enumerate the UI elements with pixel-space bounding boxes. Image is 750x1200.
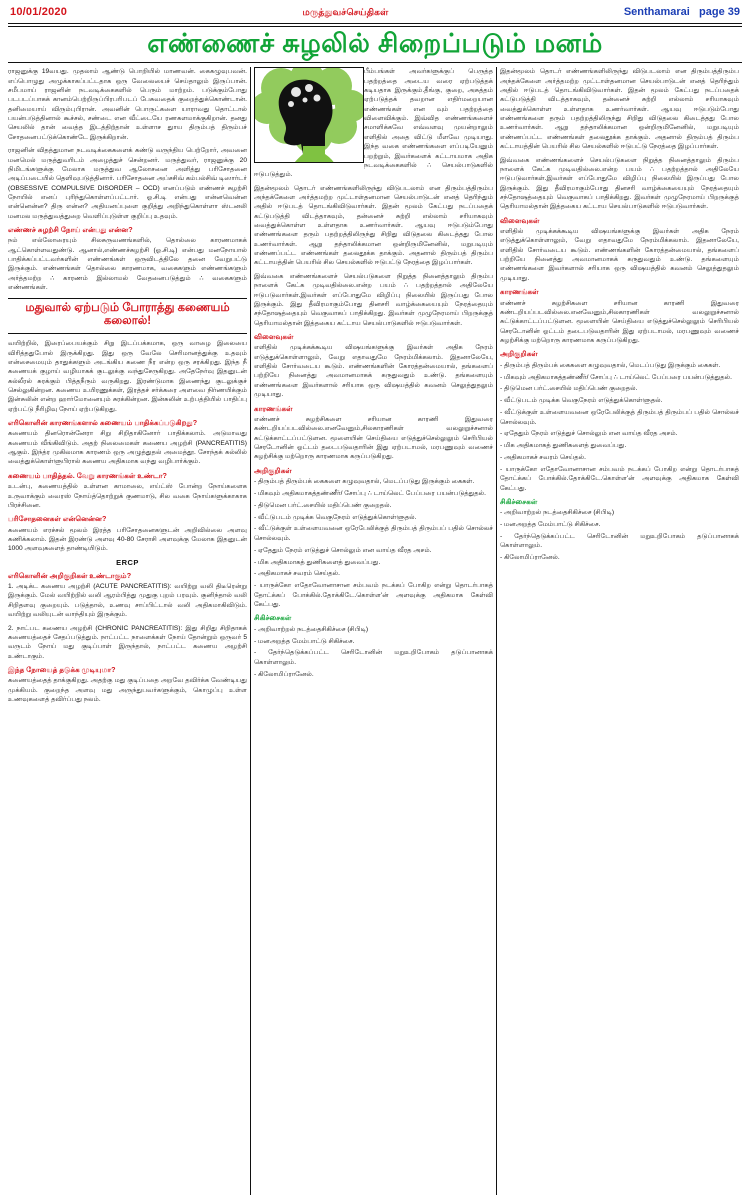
paragraph: நம் எல்லோரையும் சிலசுருவணங்களில், தொல்லை காரணமாகக் ஆட்கொள்ளவதுண்டு. ஆனால்,எண்ணச்சுழற்சி (ஓ.சி.டி) என்பது மனநோயால் பாதிக்கப்பட்டவர்களின் எண்ணங்கள் ஒருவிடத்திலே தனை வேறுபட்டு இருக்கும். எண்ணங்கள் தொல்லை காரணமாக, வகைகளும் எண்ணங்களும் அர்த்தமற்ற ∴ காரணம் இல்லாமல் வேதனைபடுத்தும் ∴ வகைகளும் எண்ணங்கள். bbox=[8, 237, 247, 292]
column-divider-1 bbox=[247, 67, 254, 1195]
ercp-caption: ERCP bbox=[116, 557, 139, 567]
subheading: விளைவுகள் bbox=[500, 215, 540, 225]
list-item: - தேர்ந்தெடுக்கப்பட்ட செரிடோனின் மறுஉறிபோகம் தடுப்பானாகக் கொள்ளாலும். bbox=[254, 649, 493, 666]
subheading: இந்த நோயைத் தடுக்க முடியுமா? bbox=[8, 664, 116, 674]
list-item: - தேர்ந்தெடுக்கப்பட்ட செரிடோனின் மறுஉறிபோகம் தடுப்பானாகக் கொள்ளாலும். bbox=[500, 533, 739, 550]
list-item: - யாருக்கோ எதோவோனாசான சம்பவம் நடக்கப் போகிற என்று தொடர்பாகத் தோட்க்கப் போக்கில்.தோக்கிடே.கொள்ள'ன் அளவுக்கு அதிகமாக கேள்வி கேட்பது. bbox=[500, 465, 739, 492]
list-item: - யாருக்கோ எதோவோனாசான சம்பவம் நடக்கப் போகிற என்று தொடர்பாகத் தோட்க்கப் போக்கில்.தோக்கிடே.கொள்ள'ன் அளவுக்கு அதிகமாக கேள்வி கேட்பது. bbox=[254, 582, 493, 608]
subheading: கணையம் பாதித்தல். வேறு காரணங்கள் உண்டா? bbox=[8, 470, 167, 480]
list-item: - மிகவும் அதிகமாகத்தண்ணீர்/ சோப்பு ∴ டாய்லெட் பேப்பரை பயன்படுத்துதல். bbox=[254, 489, 486, 497]
list-item: - அறிவாற்றல் நடத்தைசிகிச்சை (சிபிடி) bbox=[500, 509, 615, 517]
article-columns bbox=[8, 67, 742, 1195]
subheading: எரிகொளின் அறிகுறிகள் உண்டாகும்? bbox=[8, 570, 132, 580]
section-label: மருத்துவச்செய்திகள் bbox=[302, 7, 389, 17]
paragraph: எளிதில் முடிக்கக்கூடிய விஷயங்களுக்கு இவர்கள் அதிக நேரம் எடுத்துக்கொள்ளாலும், வேறு எதாவதுமே நேரம்மிக்கலாம். இதனாலேயே, எளிதில் சோர்வடைய கூடும். எண்ணங்களின் கோரத்தன்மையால், தங்களைப் பற்றியே நினைத்து அவமானமாகக் கருதுவதும் உண்டு. தங்களையும் எண்ணங்களை இவர்களால் சரியாக ஒரு விஷயத்தில் கவனம் செலுத்துதலும் முடியாது. bbox=[254, 344, 493, 399]
subheading: எண்ணச் சுழற்சி நோய் என்பது என்ன? bbox=[8, 225, 133, 235]
illustration-frame bbox=[254, 67, 364, 163]
column-3 bbox=[500, 67, 739, 1195]
list-item: - வீட்டுக்குள் உள்ளையவனை ஒரேபேலிக்குத் திரும்பத் திரும்பப் பதில் சொல்லச் சொல்லவும். bbox=[254, 525, 493, 542]
masthead bbox=[8, 6, 742, 22]
paragraph: உடன்பு, கணையத்தில் உள்ளன காமாலை, எய்ட்ஸ் போன்ற நோய்களைக உருவாக்கும் வைரஸ் நோய்த்தொற்றுக் குணமாடு, சில வகை நோய்களுக்காகாக பிரச்சினை. bbox=[8, 483, 247, 509]
list-item: - வீட்டுக்குள் உள்ளையவனை ஒரேபேலிக்குத் திரும்பத் திரும்பப் பதில் சொல்லச் சொல்லவும். bbox=[500, 409, 739, 426]
treatment-list bbox=[254, 625, 493, 679]
pull-quote-banner: மதுவால் ஏற்படும் போராத்து கணையம் கலைால்! bbox=[8, 298, 247, 335]
list-item: - கிலோமிப்ரானேல். bbox=[254, 670, 314, 678]
paragraph: இதன்மூலம் தொடர் எண்ணங்களிலிருந்து விடுபடலாம் என திரும்பத்திரும்ப அந்தக்கேளை அர்த்தமற்ற முட்டாள்தனமான செயல்பாடுடன் எனத் தெரிந்தும் அதில் ஈடுபடத் தொடங்கிவிடுவார்கள். இதன் மூலம் கேட்பது நடப்பதைக் கட்டுபடுத்தி விடத்தாகவும், தன்னைச் சுற்றி எல்லாம் சரியாகவும் வைத்துக்கொள்ள உள்ளதாக உணர்வார்கள். ஆயவு ஈடுபடும்போது எண்ணங்களை தரும் பதற்றத்திலிருந்து சிறிது விடுதலை கிடைத்தது போல உணர்வார்கள். ஆறு தந்தாலிக்கமான ஒன்றிருமினேனில், மறுபடியும் எண்ணப்பட்ட எண்ணங்கள் தலைதூக்க தாக்கும். அதனால் திரும்பத் திரும்ப கட்டாயத்தின் பெயரில் சில செயல்களில் ஈடுபட்டு நேரத்தை இழப்பார்கள். bbox=[254, 184, 493, 267]
list-item: - ஏதேதும் நேரம் எடுத்துச் சொல்லும் என வாய்த வீரத அசம். bbox=[500, 430, 678, 438]
paragraph: இவ்வகை எண்ணங்களைச் செயல்படுகளை நிறுத்த நினைத்தாலும் திரும்ப நாளைக் கேட்க முடிவதில்லை.என்ற பயம் ∴ பதற்றத்தால் அதிலேயே ஈடுபடுவார்கள்.இவர்கள் எப்போதுமே விழிப்பு நிலையில் இருப்பது போல இருக்கும். இது தீவிரமாகும்போது தினசரி வாழ்க்கையையும் நேரத்தையும் சந்தோஷத்தையும் வெகுவாகப் பாதிக்கிறது. இவர்கள் முழுநேரமாய் பிறருக்குத் தெரியாமல்தான் இத்தகைய கட்டாய செயல்பாடுகளில் ஈடுபடுவார்கள். bbox=[254, 272, 493, 327]
subheading: அறிகுறிகள் bbox=[500, 349, 538, 359]
headline-band bbox=[8, 26, 742, 63]
list-item: - வீட்டுபடம் முடிக்க வெகுநேரம் எடுத்துக்கொள்ளுதல். bbox=[254, 513, 417, 521]
list-item: - திடுமென பர்ட்.சையில் மதிப்பெண் குறைதல். bbox=[254, 501, 392, 509]
article-headline: எண்ணைச் சுழலில் சிறைப்படும் மனம் bbox=[147, 28, 603, 58]
paragraph: கணையம் எரச்சல் மூலம் இரத்த பரிசோதனைகளுடன் அறிவில்லை அளவு கணிக்கலாம். இதன் இரண்டு அளவு 40-80 சேராசி அளவுக்கு மேலாக இதனுடன் 1000 அளவுகளைத் தாண்டியிடும். bbox=[8, 526, 247, 553]
paragraph: ராஜனுக்கு 19வயது. முதலாம் ஆண்டு பொறியில் மாணவன். கைகழுவுபவன். எப்பொழுது அழுக்காகப்பட்டதாக ஒரு வேலையைச் செய்தாலும் இருப்பான். சமீபமாய் ராஜனின் நடவடிக்கைகளில் பெரும் மாற்றம். படுக்கும்போது படபடப்பாகக் கானம்பெற்றிருப்பிரபரிபடப் பேசுவதைக் குறைத்துக்கொண்டான். தனிமையாய் விரும்புபிரான். அவனின் பொருட்களை யாராவது தொட்டால் பயன்படுத்தினால் கூச்சல், சண்டை என வீட்டையே ரணகளமாக்குகிறான். தனது செயலில் தான் வைத்த இடத்திற்தான் உள்ளாச துாய திரும்பத் திரும்பச் சோதனைபட்டுக்கொண்டே இருக்கிறான். bbox=[8, 68, 247, 141]
list-item: - வீட்டுபடம் முடிக்க வெகுநேரம் எடுத்துக்கொள்ளுதல். bbox=[500, 397, 663, 405]
list-item: - அதிகமாகச் சவரம் செய்தல். bbox=[254, 570, 340, 578]
subheading: அறிகுறிகள் bbox=[254, 465, 292, 475]
list-item: - மிக அதிகமாகத் துணிகளைத் துவைப்பது. bbox=[500, 442, 627, 450]
paragraph: கணையம் தினரொன்னேரா சிறு சிறிதாகினோர் பாதிக்கலாம். அடுமாவது கணையம் வீங்கிவிடும். அதற் நிலைமைகள் கணைய அழற்சி (PANCREATITIS) ஆகும். இந்த்ர முகிலமாக காரணம் ஒரு அழுத்துதல் அமைத்தூ. சோந்தக் கல்லில் வைத்துக்கொள்ளுபிரால் கணைய அதிகமாக வந்து வழிபார்க்கும். bbox=[8, 430, 247, 466]
subheading-treatments: சிகிச்சைகள் bbox=[254, 613, 292, 623]
paragraph: கணையத்தைத் தாக்குகிறது. அதற்கு மது குடிப்பதை அறவே தவிர்க்க வேண்டியது முக்கியம். குறைந்த அளவு மது அருந்துபவர்களுக்கும், கொழுப்பு உள்ள உணவுகளைத் தவிர்ப்பது நலம். bbox=[8, 677, 247, 704]
paragraph: இதன்மூலம் தொடர் எண்ணங்களிலிருந்து விடுபடலாம் என திரும்பத்திரும்ப அந்தக்கேளை அர்த்தமற்ற முட்டாள்தனமான செயல்பாடுடன் எனத் தெரிந்தும் அதில் ஈடுபடத் தொடங்கிவிடுவார்கள். இதன் மூலம் கேட்பது நடப்பதைக் கட்டுபடுத்தி விடத்தாகவும், தன்னைச் சுற்றி எல்லாம் சரியாகவும் வைத்துக்கொள்ள உள்ளதாக உணர்வார்கள். ஆயவு ஈடுபடும்போது எண்ணங்களை தரும் பதற்றத்திலிருந்து சிறிது விடுதலை கிடைத்தது போல உணர்வார்கள். ஆறு தந்தாலிக்கமான ஒன்றிருமினேனில், மறுபடியும் எண்ணப்பட்ட எண்ணங்கள் தலைதூக்க தாக்கும். அதனால் திரும்பத் திரும்ப கட்டாயத்தின் பெயரில் சில செயல்களில் ஈடுபட்டு நேரத்தை இழப்பார்கள். bbox=[500, 68, 739, 151]
paragraph: ராஜனின் விதத்துமான நடவடிக்கைகளைக் கண்டு வருந்திய பெற்றோர், அவனை மனமெல் மருத்துவரிடம் அழைத்துச் சென்றனர். மருத்துவர், ராஜனுக்கு 20 நிமிடங்களுக்கு மேலாக மருத்துவ ஆலோசனை அளித்து பரிசோதனை அடிப்படையில் தெளிவுபடுத்தினார். பரிசோதனை அப்சசிவ் கம்பல்சிவ் டிஸார்டர் (OBSESSIVE COMPULSIVE DISORDER – OCD) எனப்படும் எண்ணச் சுழற்சி நோயில் எனப் புரிந்துகொள்ளப்பட்டார். ஓ.சி.டி என்பது என்னவென்ன என்னென்ன? திரு என்ன? அதியனப்புளை குறித்து அறிந்துகொள்ளா ஸ்டனலி மனமல மருத்துவத்துறை வெளிப்புடுள்ள குறிப்பு உதவும். bbox=[8, 147, 247, 220]
column-divider-2 bbox=[493, 67, 500, 1195]
masthead-rule bbox=[8, 23, 742, 24]
subheading: காரணங்கள் bbox=[500, 287, 539, 297]
subheading: காரணங்கள் bbox=[254, 403, 293, 413]
list-item: - அதிகமாகச் சவரம் செய்தல். bbox=[500, 454, 586, 462]
woman-head-thought-cloud-icon bbox=[254, 67, 364, 163]
column-2 bbox=[254, 67, 493, 1195]
treatment-list bbox=[500, 508, 739, 562]
paragraph: வயிற்றில், இரைப்பையக்கும் சிறு இடப்பக்கமாக, ஒரு வாழை இலையை விரித்ததுபோல் இருக்கிறது. இது ஒரு வேலே செரிமானத்துக்கு உதவும் என்சைமையும் தாதுக்களும் அடங்கிய கணை நீர என்ற ஒரு சரக்கிறது. இந்த நீ கணையக் குழாய் வழியாகக் குடலுக்கு வந்துசேருகிறது. அதேநேர்வு இதனுடன் கல்லீரல் சுரக்கும் பித்தநீரும் வருகிறது. இரண்டுமாக இணைந்து குடலுக்குச் செல்லுகின்றன. கணைய உயிரணுக்கள், இரத்தச் சர்க்கரை அளவை நிர்ணயிக்கும் இன்சுலின் என்ற ஹார்மோனையும் சுரக்கின்றன. இன்சுலின் உற்பத்தியில் பாதிப்பு ஏற்பட்டு நீரிழிவு நோய் ஏற்படுகிறது. bbox=[8, 340, 247, 413]
list-item: - கிலோமிப்ரானேல். bbox=[500, 554, 560, 562]
symptom-list bbox=[254, 477, 493, 609]
list-item: - மனஅறத்த மேம்பாட்டு சிகிச்சை. bbox=[254, 637, 355, 645]
publication-and-page: Senthamarai page 39 bbox=[623, 6, 740, 18]
list-item: - திரும்பத் திரும்பக் கைகளை கழுவுவதால், மெடப்படுது இருக்கும் கைகள். bbox=[500, 361, 721, 369]
list-item: - மிக அதிகமாகத் துணிகளைத் துவைப்பது. bbox=[254, 558, 381, 566]
list-item: - திரும்பத் திரும்பக் கைகளை கழுவுவதால், மெடப்படுது இருக்கும் கைகள். bbox=[254, 478, 475, 486]
list-item: - அறிவாற்றல் நடத்தைசிகிச்சை (சிபிடி) bbox=[254, 625, 369, 633]
paragraph: எண்ணச் சுழற்சிகளை சரியான காரணி இதுவரை கண்டறியப்படவில்லை.எனவேனும்,சிலகாரணிகள் வலலுறுச்சனால் சுட்டுக்காட்டப்பட்டுளன. மூளையின் செய்தியை எடுத்துச்செல்லுலும் செரிபியல் செரடோனின் ஓட்டம் தடைபடுவதாரின் இது ஏற்படாமல், மரபணுவும் வணைச் சுழற்சிக்கு மற்றொரு காரணமாக கருப்படுகிறது. bbox=[500, 299, 739, 344]
subheading: பரிசோதனைகள் என்னென்ன? bbox=[8, 514, 107, 524]
issue-date: 10/01/2020 bbox=[10, 6, 68, 18]
numbered-item: 1. அடிக்ட கணைய அழற்சி (ACUTE PANCREATITIS): வயிற்று வலி திடீரென்று இருக்கும். மேல் வயிற்றில் வலி ஆரம்பித்து முதுகு புறம் பரவும். குனிந்தால் வலி சிறிதளவு குறையும். படுத்தால், உணவு சாப்பிட்டால் வலி அதிகமாகிவிடும். வயிற்று வலியுடன் வாந்தியும் இருக்கும். bbox=[8, 583, 247, 619]
paragraph: எண்ணச் சுழற்சிகளை சரியான காரணி இதுவரை கண்டறியப்படவில்லை.எனவேனும்,சிலகாரணிகள் வலலுறுச்சனால் சுட்டுக்காட்டப்பட்டுளன. மூளையின் செய்தியை எடுத்துச்செல்லுலும் செரிபியல் செரடோனின் ஓட்டம் தடைபடுவதாரின் இது ஏற்படாமல், மரபணுவும் வணைச் சுழற்சிக்கு மற்றொரு காரணமாக கருப்படுகிறது. bbox=[254, 415, 493, 461]
list-item: - ஏதேதும் நேரம் எடுத்துச் சொல்லும் என வாய்த வீரத அசம். bbox=[254, 546, 432, 554]
list-item: - திடுமென பர்ட்.சையில் மதிப்பெண் குறைதல். bbox=[500, 385, 638, 393]
paragraph: எளிதில் முடிக்கக்கூடிய விஷயங்களுக்கு இவர்கள் அதிக நேரம் எடுத்துக்கொள்ளாலும், வேறு எதாவதுமே நேரம்மிக்கலாம். இதனாலேயே, எளிதில் சோர்வடைய கூடும். எண்ணங்களின் கோரத்தன்மையால், தங்களைப் பற்றியே நினைத்து அவமானமாகக் கருதுவதும் உண்டு. தங்களையும் எண்ணங்களை இவர்களால் சரியாக ஒரு விஷயத்தில் கவனம் செலுத்துதலும் முடியாது. bbox=[500, 228, 739, 282]
subheading-treatments: சிகிச்சைகள் bbox=[500, 497, 538, 507]
paragraph: இவ்வகை எண்ணங்களைச் செயல்படுகளை நிறுத்த நினைத்தாலும் திரும்ப நாளைக் கேட்க முடிவதில்லை.என்ற பயம் ∴ பதற்றத்தால் அதிலேயே ஈடுபடுவார்கள்.இவர்கள் எப்போதுமே விழிப்பு நிலையில் இருப்பது போல இருக்கும். இது தீவிரமாகும்போது தினசரி வாழ்க்கையையும் நேரத்தையும் சந்தோஷத்தையும் வெகுவாகப் பாதிக்கிறது. இவர்கள் முழுநேரமாய் பிறருக்குத் தெரியாமல்தான் இத்தகைய கட்டாய செயல்பாடுகளில் ஈடுபடுவார்கள். bbox=[500, 156, 739, 211]
list-item: - மனஅறத்த மேம்பாட்டு சிகிச்சை. bbox=[500, 521, 601, 529]
list-item: - மிகவும் அதிகமாகத்தண்ணீர்/ சோப்பு ∴ டாய்லெட் பேப்பரை பயன்படுத்துதல். bbox=[500, 373, 732, 381]
numbered-item: 2. நாட்பட கணைய அழற்சி (CHRONIC PANCREATITIS): இது சிறிது சிறிதாகக் கணையத்தைச் சேதப்படுத்தும். நாட்பட்ட நாளைக்கள் நோய் தோன்றும் ஒருவர் 5 வருடம் நோய் மது குடிப்பாள் இருந்தால், நாட்பட்ட கணைய அழற்சி உண்டாகும். bbox=[8, 624, 247, 660]
paragraph: பீம்பங்கள் அவர்களுக்குப் பெருத்த பதற்றத்தை அடைய வரை ஏற்படுத்தக் கடியதாக இருக்கும்.தீங்கு, குறை, அசுத்தம் ஏற்படுத்தக் தவறான எதிர்மறையான எண்ணங்கள் என வும் பதற்றத்தை விளைவிக்கும். இவ்வித எண்ணங்களைச் சமாளிக்கவே எவ்வளவு முயன்றாலும் எளிதில் அதை விட்டு மீளவே முடியாது. இந்த வகை எண்ணங்களை எப்படியேனும் பறற்றும், இவர்களைக் கட்டாயமாக அதிக நடவடிக்கைகளில் ∴ செயல்பாடுகளில் ஈடுபடுத்தும். bbox=[254, 68, 493, 179]
symptom-list bbox=[500, 361, 739, 493]
column-1 bbox=[8, 67, 247, 1195]
subheading: விளைவுகள் bbox=[254, 332, 294, 341]
subheading: எரிகொளின் காரணங்களால் கணையம் பாதிக்கப்படுகிறது? bbox=[8, 418, 198, 428]
